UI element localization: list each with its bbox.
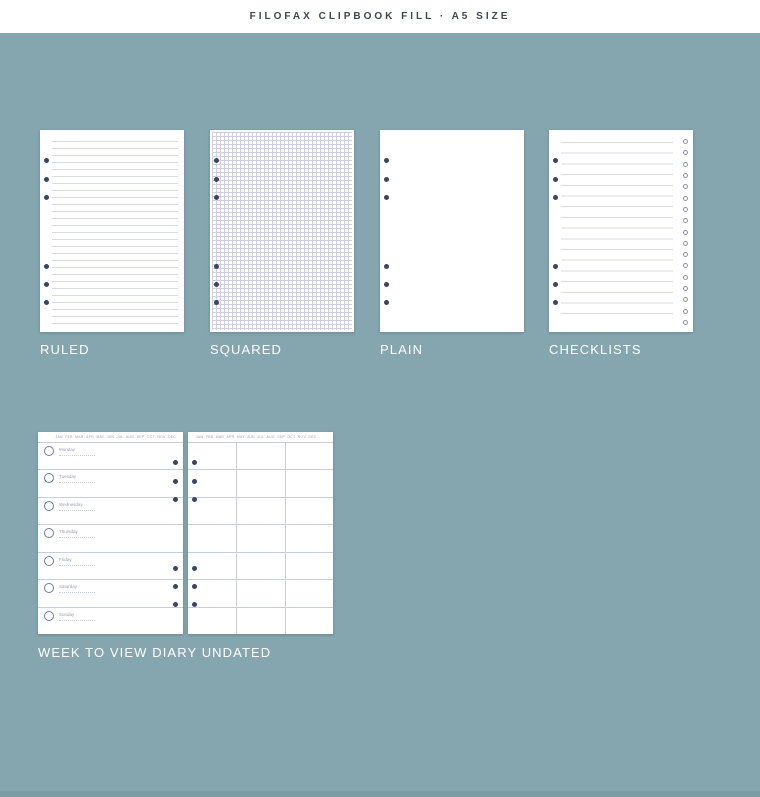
diary-day-row [38, 497, 183, 524]
binding-hole [214, 300, 219, 305]
binding-hole [44, 177, 49, 182]
squared-sheet [210, 130, 354, 332]
month-abbrev: JUL [257, 435, 264, 439]
binding-hole [384, 300, 389, 305]
month-abbrev: AUG [126, 435, 135, 439]
binding-hole [44, 195, 49, 200]
binding-hole [44, 158, 49, 163]
binding-hole [44, 300, 49, 305]
product-canvas [0, 33, 760, 797]
checkbox-column [683, 139, 688, 325]
binding-hole [173, 566, 178, 571]
month-abbrev: OCT [146, 435, 155, 439]
binding-hole [192, 497, 197, 502]
checkbox-circle-icon [683, 263, 688, 268]
page-title: FILOFAX CLIPBOOK FILL · A5 SIZE [249, 11, 511, 22]
diary-grid-rows [188, 442, 333, 634]
day-label: Wednesday [59, 501, 83, 507]
paper-sample-squared [210, 130, 354, 357]
binding-holes [384, 130, 390, 332]
day-underline [59, 565, 95, 566]
checkbox-circle-icon [683, 207, 688, 212]
month-abbrev: MAY [96, 435, 105, 439]
binding-hole [214, 282, 219, 287]
binding-hole [192, 479, 197, 484]
month-abbrev: MAR [75, 435, 84, 439]
checkbox-circle-icon [683, 286, 688, 291]
binding-hole [553, 264, 558, 269]
day-label: Tuesday [59, 474, 77, 480]
month-abbrev: FEB [205, 435, 214, 439]
day-label: Sunday [59, 611, 75, 617]
checkbox-circle-icon [683, 275, 688, 280]
checkbox-circle-icon [683, 139, 688, 144]
swatch-label-ruled: RULED [40, 342, 90, 357]
checkbox-circle-icon [683, 241, 688, 246]
month-abbrev: JUN [106, 435, 115, 439]
ruled-lines-pattern [52, 141, 178, 325]
diary-day-row [38, 607, 183, 634]
binding-hole [44, 264, 49, 269]
diary-grid-row [188, 579, 333, 606]
diary-grid-row [188, 607, 333, 634]
checkbox-circle-icon [683, 173, 688, 178]
binding-hole [214, 158, 219, 163]
swatch-label-plain: PLAIN [380, 342, 424, 357]
binding-hole [384, 195, 389, 200]
binding-hole [44, 282, 49, 287]
binding-holes [44, 130, 50, 332]
ruled-sheet [40, 130, 184, 332]
month-abbrev: OCT [287, 435, 296, 439]
diary-day-row [38, 552, 183, 579]
month-abbrev: JAN [55, 435, 63, 439]
diary-grid-row [188, 497, 333, 524]
day-circle-icon [44, 556, 54, 566]
grid-vertical-line [236, 442, 237, 634]
day-label: Saturday [59, 584, 78, 590]
checkbox-circle-icon [683, 196, 688, 201]
month-abbrev: APR [226, 435, 235, 439]
day-circle-icon [44, 446, 54, 456]
binding-hole [192, 460, 197, 465]
month-abbrev: JAN [196, 435, 204, 439]
month-abbrev: MAY [236, 435, 245, 439]
diary-label: WEEK TO VIEW DIARY UNDATED [38, 645, 272, 660]
diary-grid-row [188, 469, 333, 496]
checkbox-circle-icon [683, 320, 688, 325]
checkbox-circle-icon [683, 218, 688, 223]
binding-hole [553, 195, 558, 200]
checkbox-circle-icon [683, 184, 688, 189]
day-label: Thursday [59, 529, 78, 535]
binding-hole [214, 195, 219, 200]
day-underline [59, 455, 95, 456]
grid-pattern [212, 132, 352, 330]
diary-grid-row [188, 552, 333, 579]
month-abbrev: JUL [116, 435, 124, 439]
binding-hole [173, 460, 178, 465]
paper-sample-checklists [549, 130, 693, 357]
day-circle-icon [44, 528, 54, 538]
day-label: Friday [59, 556, 72, 562]
binding-hole [384, 282, 389, 287]
binding-holes [192, 432, 198, 634]
month-abbrev: FEB [65, 435, 73, 439]
checklist-lines-pattern [561, 142, 673, 324]
diary-day-row [38, 442, 183, 469]
binding-hole [192, 584, 197, 589]
diary-day-row [38, 524, 183, 551]
month-abbrev: NOV [297, 435, 306, 439]
binding-hole [173, 584, 178, 589]
checkbox-circle-icon [683, 150, 688, 155]
checkbox-circle-icon [683, 309, 688, 314]
binding-hole [553, 282, 558, 287]
month-abbrev: APR [86, 435, 94, 439]
page-header [0, 0, 760, 33]
month-abbrev: DEC [308, 435, 317, 439]
paper-sample-ruled [40, 130, 184, 357]
day-circle-icon [44, 473, 54, 483]
month-abbrev: MAR [215, 435, 225, 439]
plain-sheet [380, 130, 524, 332]
paper-sample-plain [380, 130, 524, 357]
binding-hole [384, 264, 389, 269]
diary-grid-row [188, 524, 333, 551]
binding-holes [173, 432, 179, 634]
month-abbrev: JUN [247, 435, 255, 439]
binding-hole [214, 264, 219, 269]
binding-hole [384, 177, 389, 182]
checkbox-circle-icon [683, 252, 688, 257]
day-underline [59, 510, 95, 511]
binding-hole [192, 566, 197, 571]
diary-spread [38, 432, 333, 660]
diary-day-row [38, 579, 183, 606]
binding-hole [553, 300, 558, 305]
day-circle-icon [44, 501, 54, 511]
day-underline [59, 592, 95, 593]
binding-holes [214, 130, 220, 332]
swatch-label-checklists: CHECKLISTS [549, 342, 642, 357]
binding-holes [553, 130, 559, 332]
diary-left-page [38, 432, 183, 634]
binding-hole [173, 479, 178, 484]
day-underline [59, 537, 95, 538]
diary-grid-row [188, 442, 333, 469]
bottom-section-edge [0, 791, 760, 797]
day-label: Monday [59, 447, 76, 452]
months-row [56, 435, 176, 439]
binding-hole [192, 602, 197, 607]
day-underline [59, 482, 95, 483]
checklists-sheet [549, 130, 693, 332]
day-circle-icon [44, 583, 54, 593]
binding-hole [384, 158, 389, 163]
binding-hole [173, 497, 178, 502]
month-abbrev: SEP [136, 435, 145, 439]
binding-hole [553, 177, 558, 182]
binding-hole [553, 158, 558, 163]
month-abbrev: AUG [266, 435, 275, 439]
month-abbrev: SEP [277, 435, 285, 439]
diary-day-rows [38, 442, 183, 634]
diary-right-page [188, 432, 333, 634]
diary-day-row [38, 469, 183, 496]
binding-hole [214, 177, 219, 182]
checkbox-circle-icon [683, 230, 688, 235]
checkbox-circle-icon [683, 297, 688, 302]
month-abbrev: NOV [157, 435, 166, 439]
checkbox-circle-icon [683, 162, 688, 167]
months-row [196, 435, 316, 439]
binding-hole [173, 602, 178, 607]
day-underline [59, 620, 95, 621]
month-abbrev: DEC [168, 435, 176, 439]
swatch-label-squared: SQUARED [210, 342, 282, 357]
grid-vertical-line [285, 442, 286, 634]
day-circle-icon [44, 611, 54, 621]
